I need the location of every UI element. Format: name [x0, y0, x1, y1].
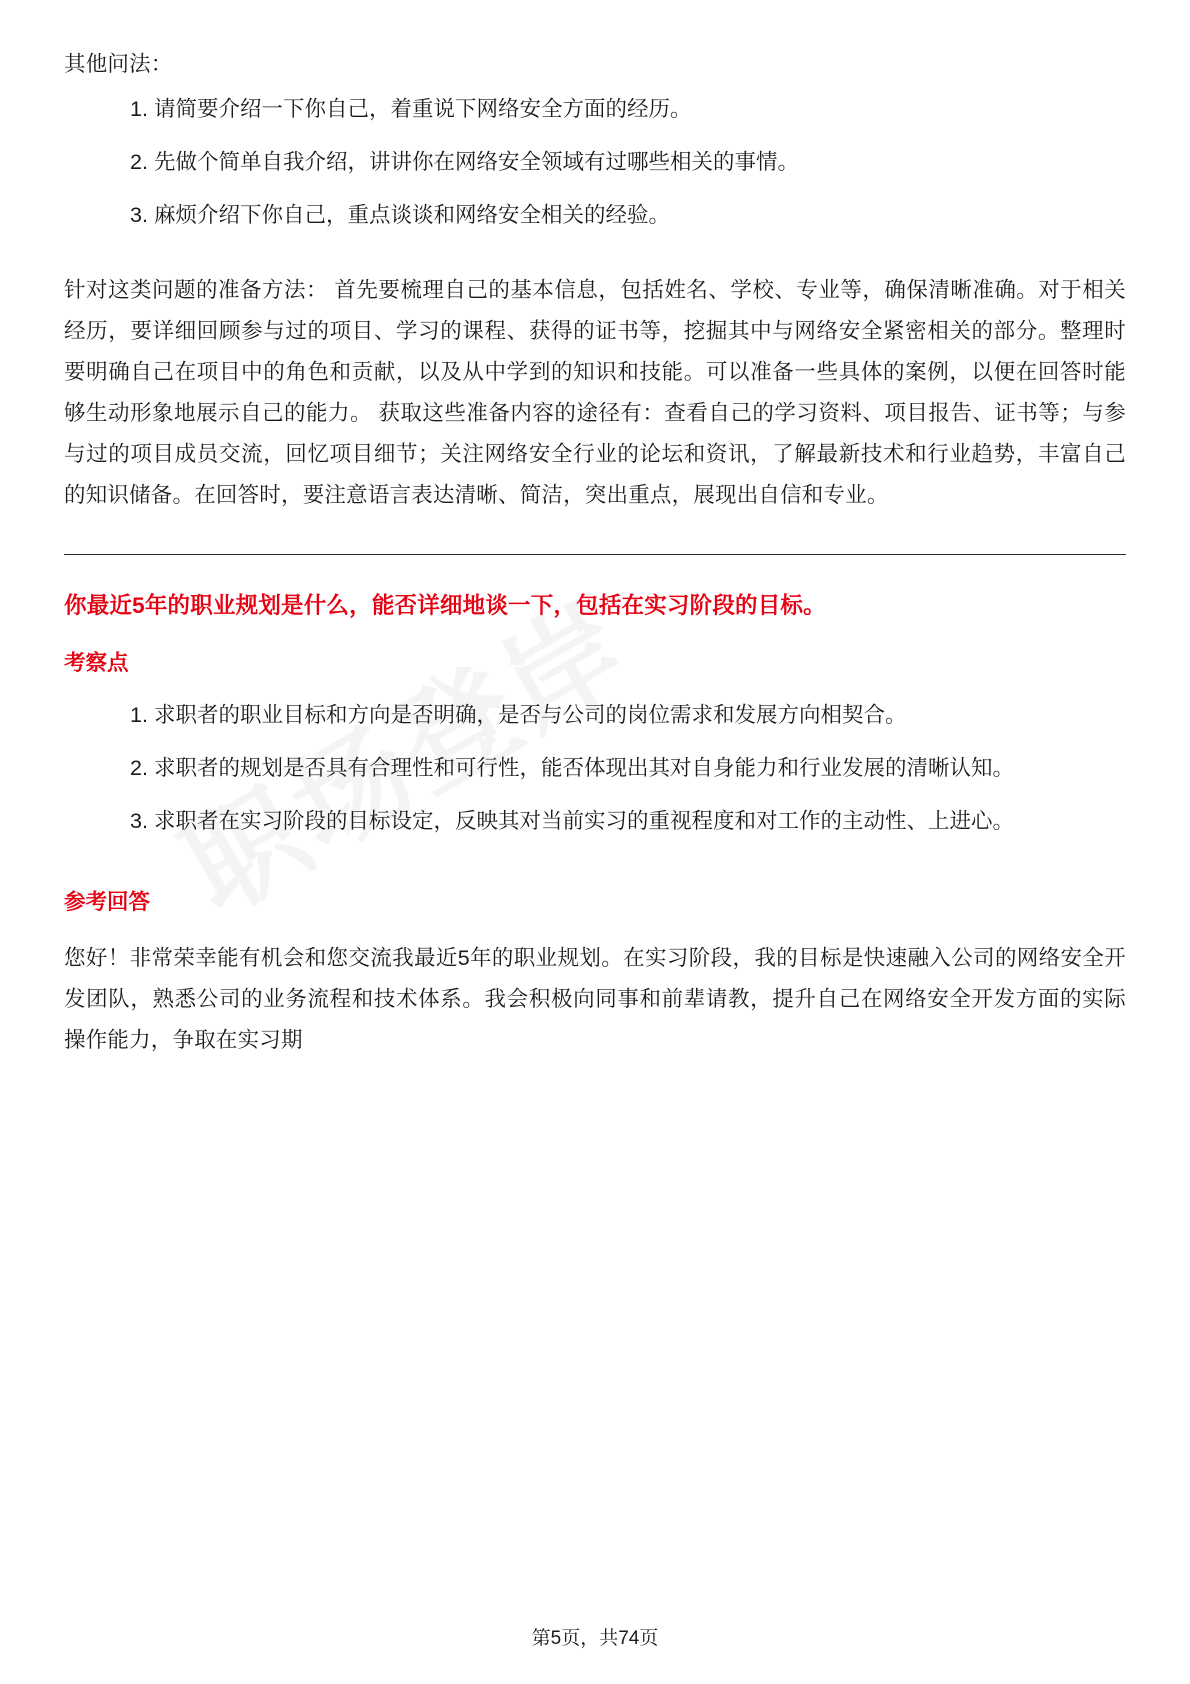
- list-item: 先做个简单自我介绍，讲讲你在网络安全领域有过哪些相关的事情。: [154, 150, 800, 174]
- other-questions-lead: 其他问法：: [64, 52, 173, 76]
- reference-answer-paragraph: 您好！非常荣幸能有机会和您交流我最近5年的职业规划。在实习阶段，我的目标是快速融入公司的网络安全开发团队，熟悉公司的业务流程和技术体系。我会积极向同事和前辈请教，提升自己在网络安全开发方面的实际操作能力，争取在实习期: [64, 946, 1126, 1052]
- inspection-points-list: [64, 695, 1126, 842]
- list-item: 请简要介绍一下你自己，着重说下网络安全方面的经历。: [154, 97, 692, 121]
- list-item: 求职者的规划是否具有合理性和可行性，能否体现出其对自身能力和行业发展的清晰认知。: [154, 756, 1015, 780]
- list-item: 求职者在实习阶段的目标设定，反映其对当前实习的重视程度和对工作的主动性、上进心。: [154, 809, 1015, 833]
- list-item: 求职者的职业目标和方向是否明确，是否与公司的岗位需求和发展方向相契合。: [154, 703, 907, 727]
- page-footer: [0, 1623, 1190, 1650]
- inspection-points-heading: 考察点: [64, 651, 129, 675]
- page-content: [64, 44, 1126, 1061]
- preparation-paragraph: 针对这类问题的准备方法： 首先要梳理自己的基本信息，包括姓名、学校、专业等，确保清晰准确。对于相关经历，要详细回顾参与过的项目、学习的课程、获得的证书等，挖掘其中与网络安全紧密相关的部分。整理时要明确自己在项目中的角色和贡献，以及从中学到的知识和技能。可以准备一些具体的案例，以便在回答时能够生动形象地展示自己的能力。 获取这些准备内容的途径有：查看自己的学习资料、项目报告、证书等；与参与过的项目成员交流，回忆项目细节；关注网络安全行业的论坛和资讯，了解最新技术和行业趋势，丰富自己的知识储备。在回答时，要注意语言表达清晰、简洁，突出重点，展现出自信和专业。: [64, 278, 1126, 507]
- reference-answer-heading: 参考回答: [64, 890, 151, 914]
- other-questions-list: [64, 89, 1126, 236]
- question-title: 你最近5年的职业规划是什么，能否详细地谈一下，包括在实习阶段的目标。: [64, 593, 826, 618]
- spacer: [64, 248, 1126, 270]
- section-divider: [64, 554, 1126, 555]
- list-item: 麻烦介绍下你自己，重点谈谈和网络安全相关的经验。: [154, 203, 671, 227]
- page-number-label: 第5页，共74页: [531, 1628, 659, 1649]
